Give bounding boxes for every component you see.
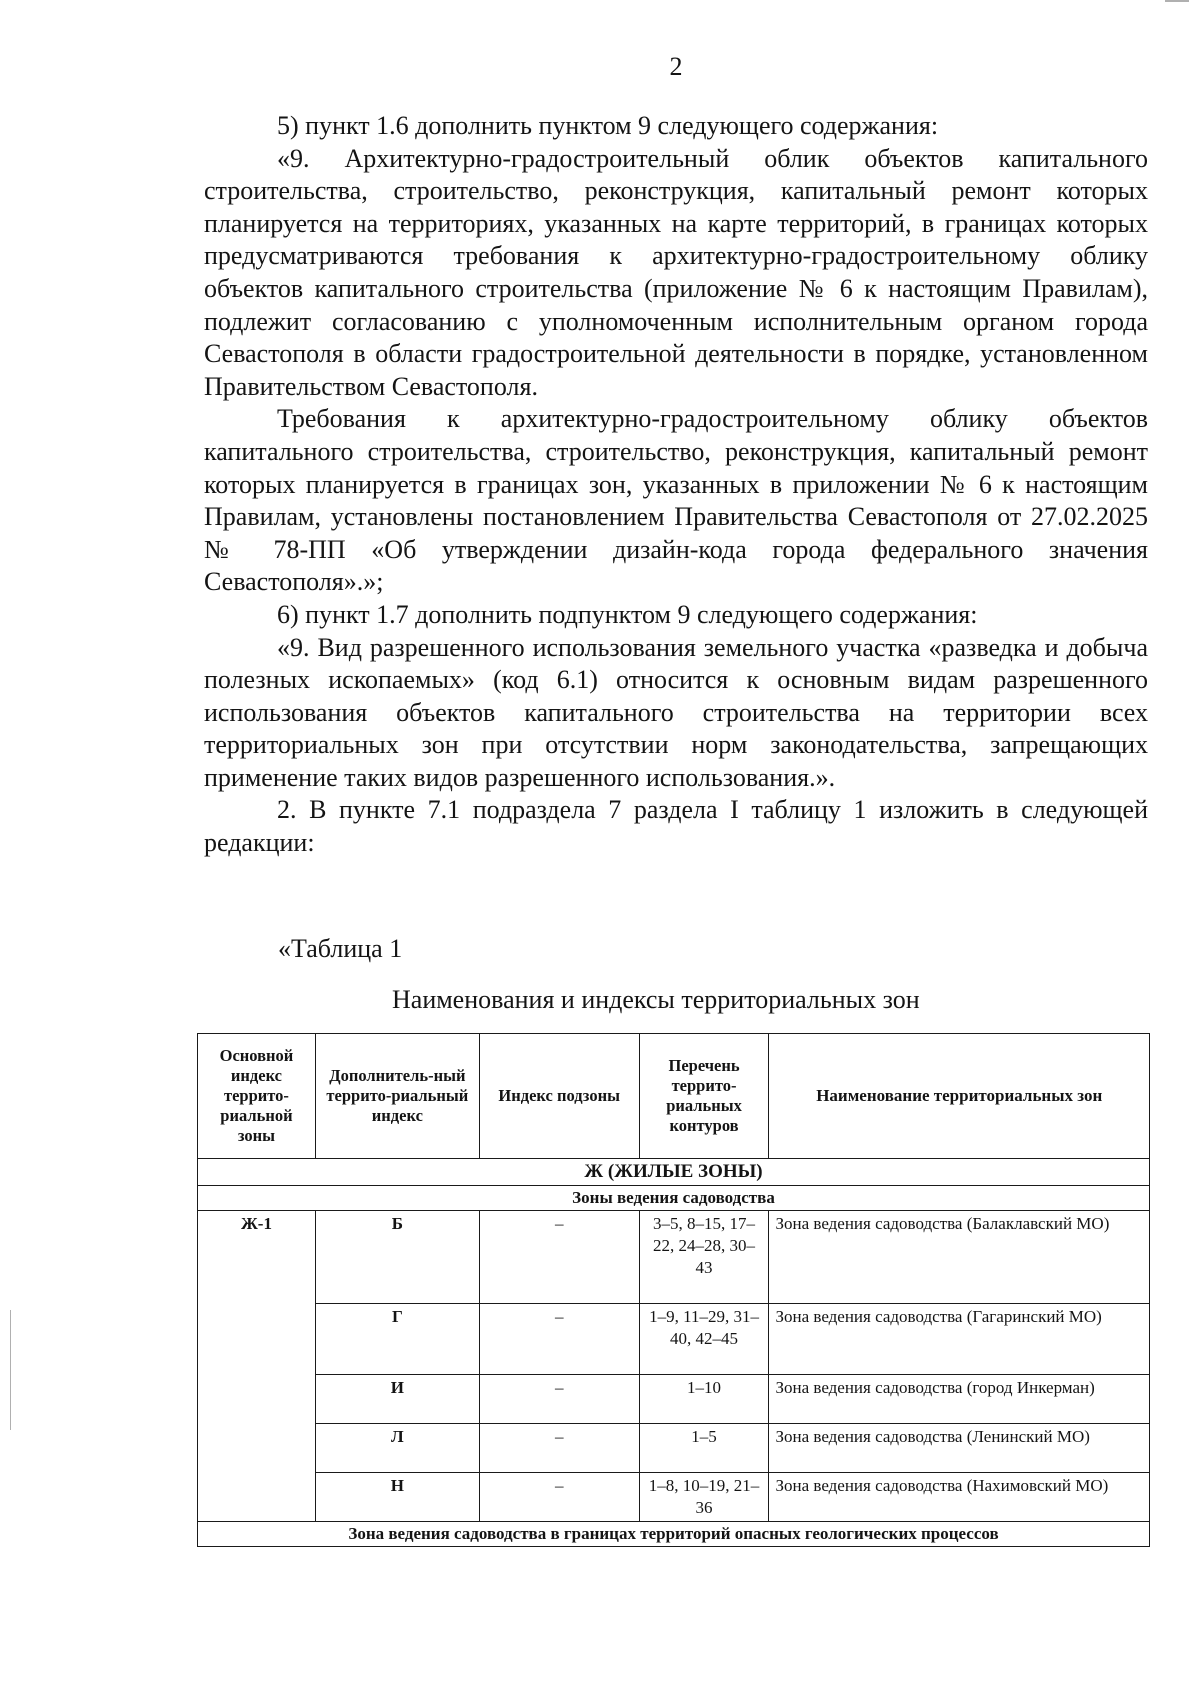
table-header-row [198,1034,1150,1159]
subzone-cell: – [479,1375,639,1424]
header-zone-name: Наименование территориальных зон [769,1034,1150,1159]
header-extra-index: Дополнитель-ный террито-риальный индекс [315,1034,479,1159]
subzone-cell: – [479,1424,639,1473]
section-row-geological [198,1522,1150,1547]
subzone-cell: – [479,1304,639,1375]
contour-list-cell: 1–8, 10–19, 21–36 [639,1473,769,1522]
paragraph-requirements: Требования к архитектурно-градостроительному облику объектов капитального строительства, строительство, реконструкция, капитальный ремонт которых планируется в границах зон, указанных в приложении № 6 к настоящим Правилам, установлены постановлением Правительства Севастополя от 27.02.2025 № 78-ПП «Об утверждении дизайн-кода города федерального значения Севастополя».»; [204,404,1148,597]
zone-name-cell: Зона ведения садоводства (Гагаринский МО) [769,1304,1150,1375]
zone-name-cell: Зона ведения садоводства (Ленинский МО) [769,1424,1150,1473]
table-row [198,1473,1150,1522]
paragraph-item-5: 5) пункт 1.6 дополнить пунктом 9 следующего содержания: [277,111,939,140]
table-label: «Таблица 1 [278,934,403,963]
header-contour-list: Перечень террито-риальных контуров [639,1034,769,1159]
scan-top-mark [1165,0,1189,2]
contour-list-cell: 3–5, 8–15, 17–22, 24–28, 30–43 [639,1211,769,1304]
subzone-cell: – [479,1211,639,1304]
zone-name-cell: Зона ведения садоводства (Нахимовский МО) [769,1473,1150,1522]
section-geological: Зона ведения садоводства в границах территорий опасных геологических процессов [198,1522,1150,1547]
contour-list-cell: 1–5 [639,1424,769,1473]
paragraph-quote-9-appearance: «9. Архитектурно-градостроительный облик объектов капитального строительства, строительство, реконструкция, капитальный ремонт которых планируется на территориях, указанных на карте территорий, в границах которых предусматриваются требования к архитектурно-градостроительному облику объектов капитального строительства (приложение № 6 к настоящим Правилам), подлежит согласованию с уполномоченным исполнительным органом города Севастополя в области градостроительной деятельности в порядке, установленном Правительством Севастополя. [204,143,1148,401]
extra-index-cell: Л [315,1424,479,1473]
paragraph-quote-9-permitted-use: «9. Вид разрешенного использования земельного участка «разведка и добыча полезных ископаемых» (код 6.1) относится к основным видам разрешенного использования объектов капитального строительства на территории всех территориальных зон при отсутствии норм законодательства, запрещающих применение таких видов разрешенного использования.». [204,632,1148,792]
extra-index-cell: Г [315,1304,479,1375]
header-main-index: Основной индекс террито-риальной зоны [198,1034,316,1159]
table-row [198,1424,1150,1473]
table-row [198,1211,1150,1304]
page-number: 2 [669,52,683,81]
document-body [204,110,1148,860]
section-residential: Ж (ЖИЛЫЕ ЗОНЫ) [198,1159,1150,1186]
extra-index-cell: Б [315,1211,479,1304]
scan-edge-mark [10,1310,11,1430]
paragraph-item-6: 6) пункт 1.7 дополнить подпунктом 9 следующего содержания: [277,599,978,629]
table-title: Наименования и индексы территориальных зон [392,985,920,1014]
subzone-cell: – [479,1473,639,1522]
extra-index-cell: Н [315,1473,479,1522]
table-row [198,1304,1150,1375]
section-gardening: Зоны ведения садоводства [198,1186,1150,1211]
header-subzone-index: Индекс подзоны [479,1034,639,1159]
zone-name-cell: Зона ведения садоводства (город Инкерман) [769,1375,1150,1424]
zone-name-cell: Зона ведения садоводства (Балаклавский МО) [769,1211,1150,1304]
extra-index-cell: И [315,1375,479,1424]
zones-table [197,1033,1150,1547]
section-row-residential [198,1159,1150,1186]
paragraph-item-2: 2. В пункте 7.1 подраздела 7 раздела I таблицу 1 изложить в следующей редакции: [204,795,1148,858]
contour-list-cell: 1–9, 11–29, 31–40, 42–45 [639,1304,769,1375]
section-row-gardening [198,1186,1150,1211]
table-row [198,1375,1150,1424]
contour-list-cell: 1–10 [639,1375,769,1424]
main-index-cell: Ж-1 [198,1211,316,1522]
